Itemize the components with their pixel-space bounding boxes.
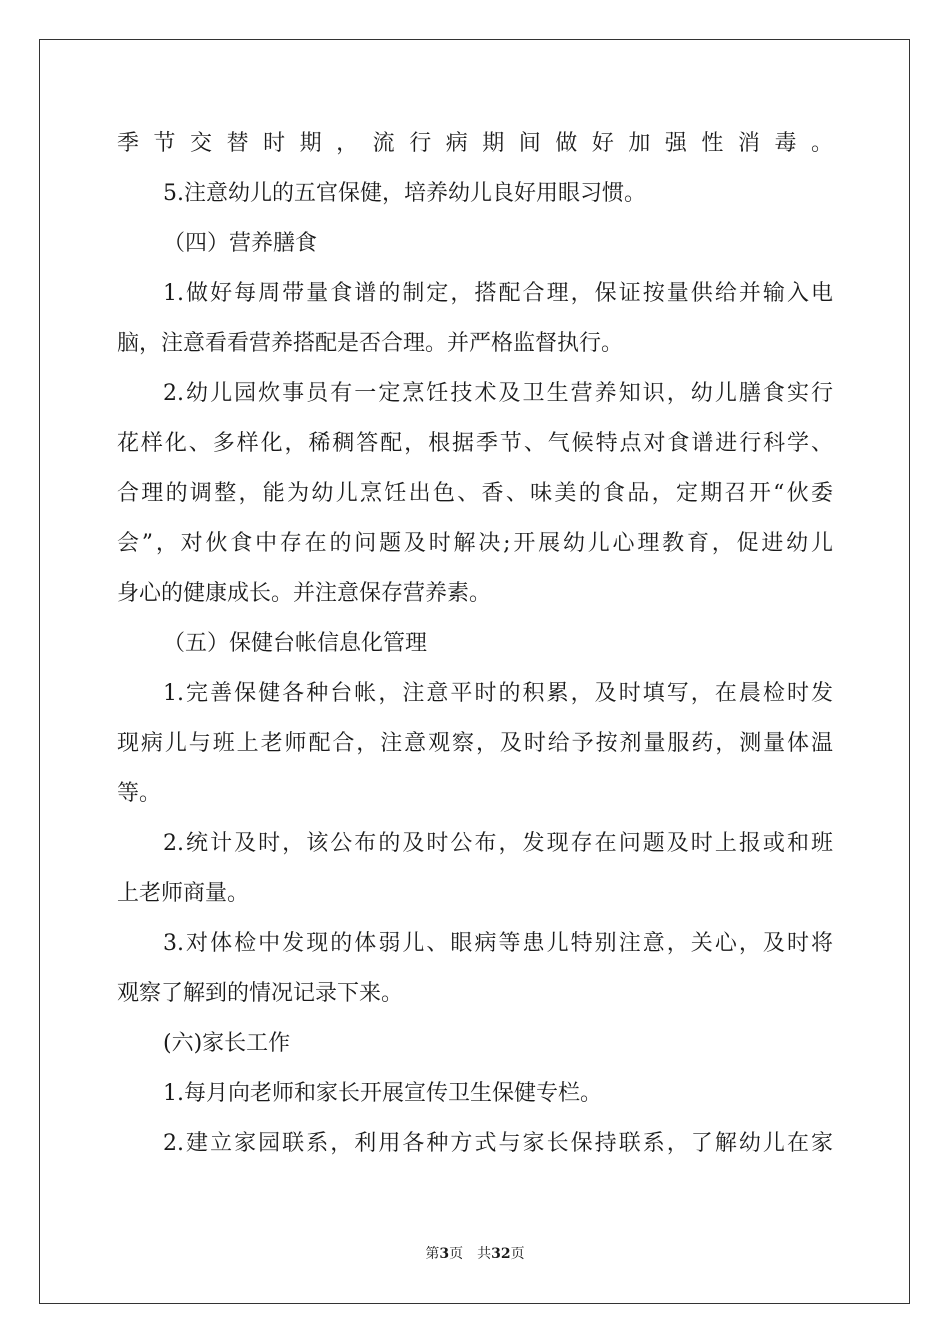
text-line: 身心的健康成长。并注意保存营养素。 xyxy=(117,581,492,606)
text-line: 2.幼儿园炊事员有一定烹饪技术及卫生营养知识，幼儿膳食实行 xyxy=(163,381,833,406)
text-line: 脑，注意看看营养搭配是否合理。并严格监督执行。 xyxy=(117,331,624,356)
text-line: 等。 xyxy=(117,781,162,806)
page-prefix: 第 xyxy=(425,1246,440,1262)
text-line: 合理的调整，能为幼儿烹饪出色、香、味美的食品，定期召开“伙委 xyxy=(117,481,833,506)
text-line: 现病儿与班上老师配合，注意观察，及时给予按剂量服药，测量体温 xyxy=(117,731,833,756)
text-line: 1.每月向老师和家长开展宣传卫生保健专栏。 xyxy=(163,1081,602,1106)
text-line: 季节交替时期，流行病期间做好加强性消毒。 xyxy=(117,131,833,156)
text-line: 花样化、多样化，稀稠答配，根据季节、气候特点对食谱进行科学、 xyxy=(117,431,833,456)
page-footer xyxy=(0,1244,950,1264)
text-line: 1.完善保健各种台帐，注意平时的积累，及时填写，在晨检时发 xyxy=(163,681,833,706)
page-suffix: 页 xyxy=(510,1246,525,1262)
current-page-number: 3 xyxy=(439,1246,450,1262)
total-pages-number: 32 xyxy=(491,1246,511,1262)
text-line: 2.统计及时，该公布的及时公布，发现存在问题及时上报或和班 xyxy=(163,831,833,856)
section-heading: （五）保健台帐信息化管理 xyxy=(163,631,428,656)
section-heading: （四）营养膳食 xyxy=(163,231,318,256)
text-line: 5.注意幼儿的五官保健，培养幼儿良好用眼习惯。 xyxy=(163,181,646,206)
text-line: 1.做好每周带量食谱的制定，搭配合理，保证按量供给并输入电 xyxy=(163,281,833,306)
text-line: 观察了解到的情况记录下来。 xyxy=(117,981,404,1006)
text-line: 3.对体检中发现的体弱儿、眼病等患儿特别注意，关心，及时将 xyxy=(163,931,833,956)
section-heading: (六)家长工作 xyxy=(163,1031,291,1056)
text-line: 会”，对伙食中存在的问题及时解决;开展幼儿心理教育，促进幼儿 xyxy=(117,531,833,556)
page-mid-text: 页 共 xyxy=(449,1246,492,1262)
text-line: 2.建立家园联系，利用各种方式与家长保持联系，了解幼儿在家 xyxy=(163,1131,833,1156)
text-line: 上老师商量。 xyxy=(117,881,250,906)
